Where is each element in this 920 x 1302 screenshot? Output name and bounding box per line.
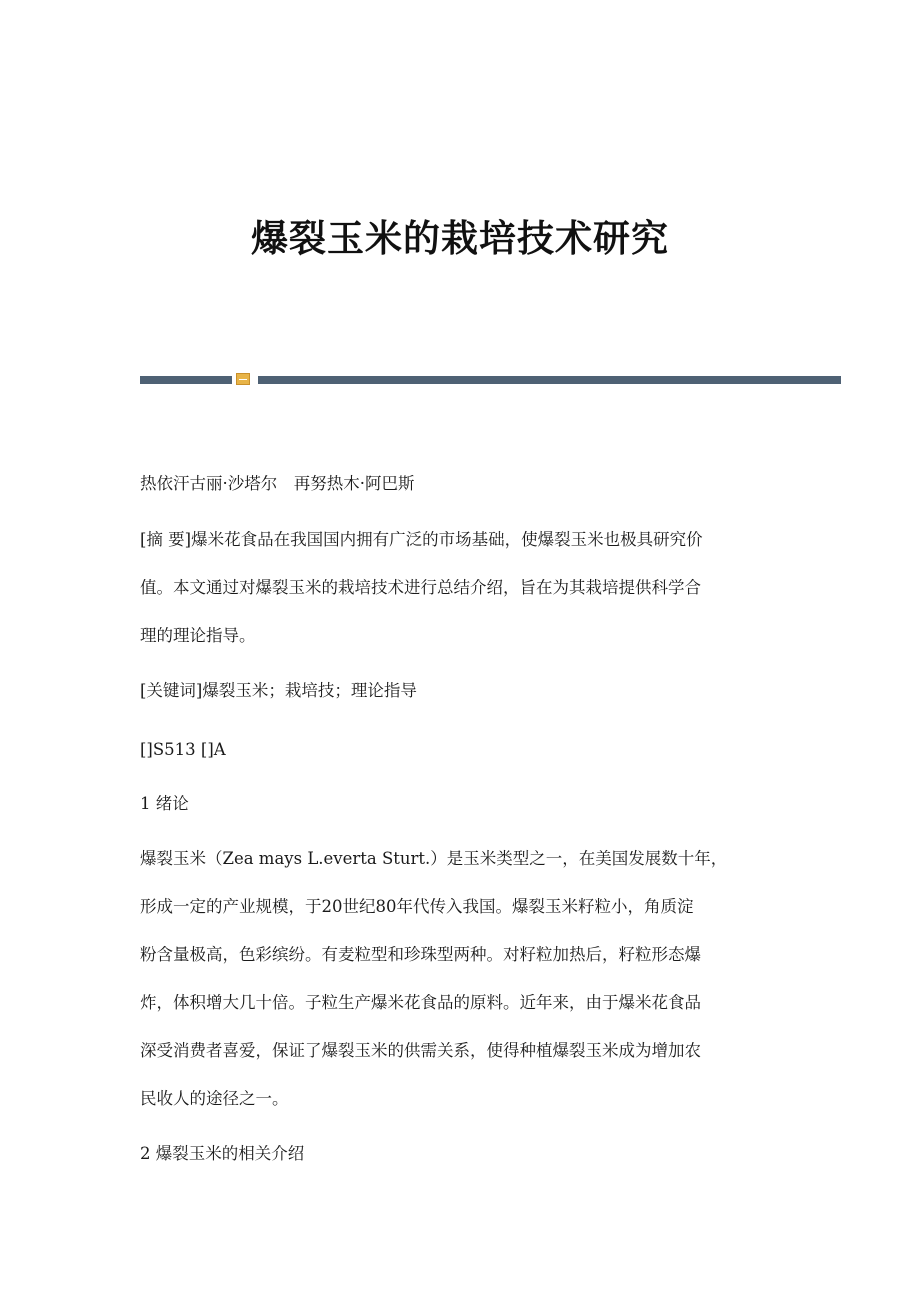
abstract-line: [摘 要]爆米花食品在我国国内拥有广泛的市场基础，使爆裂玉米也极具研究价 — [140, 530, 703, 549]
section-1-paragraph-line: 形成一定的产业规模，于20世纪80年代传入我国。爆裂玉米籽粒小，角质淀 — [140, 897, 694, 916]
keywords-line: [关键词]爆裂玉米；栽培技；理论指导 — [140, 681, 417, 700]
title-divider — [140, 372, 841, 386]
section-1-paragraph-line: 深受消费者喜爱，保证了爆裂玉米的供需关系，使得种植爆裂玉米成为增加农 — [140, 1041, 701, 1060]
classification-line: []S513 []A — [140, 740, 226, 759]
section-1-heading: 1 绪论 — [140, 794, 189, 813]
divider-bar-right — [258, 376, 841, 384]
section-1-paragraph-line: 爆裂玉米（Zea mays L.everta Sturt.）是玉米类型之一，在美国发展数十年， — [140, 849, 728, 868]
section-1-paragraph-line: 民收人的途径之一。 — [140, 1089, 289, 1108]
authors-line: 热依汗古丽·沙塔尔 再努热木·阿巴斯 — [140, 474, 415, 493]
abstract-line: 值。本文通过对爆裂玉米的栽培技术进行总结介绍，旨在为其栽培提供科学合 — [140, 578, 701, 597]
section-2-heading: 2 爆裂玉米的相关介绍 — [140, 1144, 305, 1163]
document-title: 爆裂玉米的栽培技术研究 — [251, 216, 669, 260]
section-1-paragraph-line: 粉含量极高，色彩缤纷。有麦粒型和珍珠型两种。对籽粒加热后，籽粒形态爆 — [140, 945, 701, 964]
section-1-paragraph-line: 炸，体积增大几十倍。子粒生产爆米花食品的原料。近年来，由于爆米花食品 — [140, 993, 701, 1012]
divider-bar-left — [140, 376, 232, 384]
divider-ornament-icon — [236, 373, 250, 385]
abstract-line: 理的理论指导。 — [140, 626, 256, 645]
